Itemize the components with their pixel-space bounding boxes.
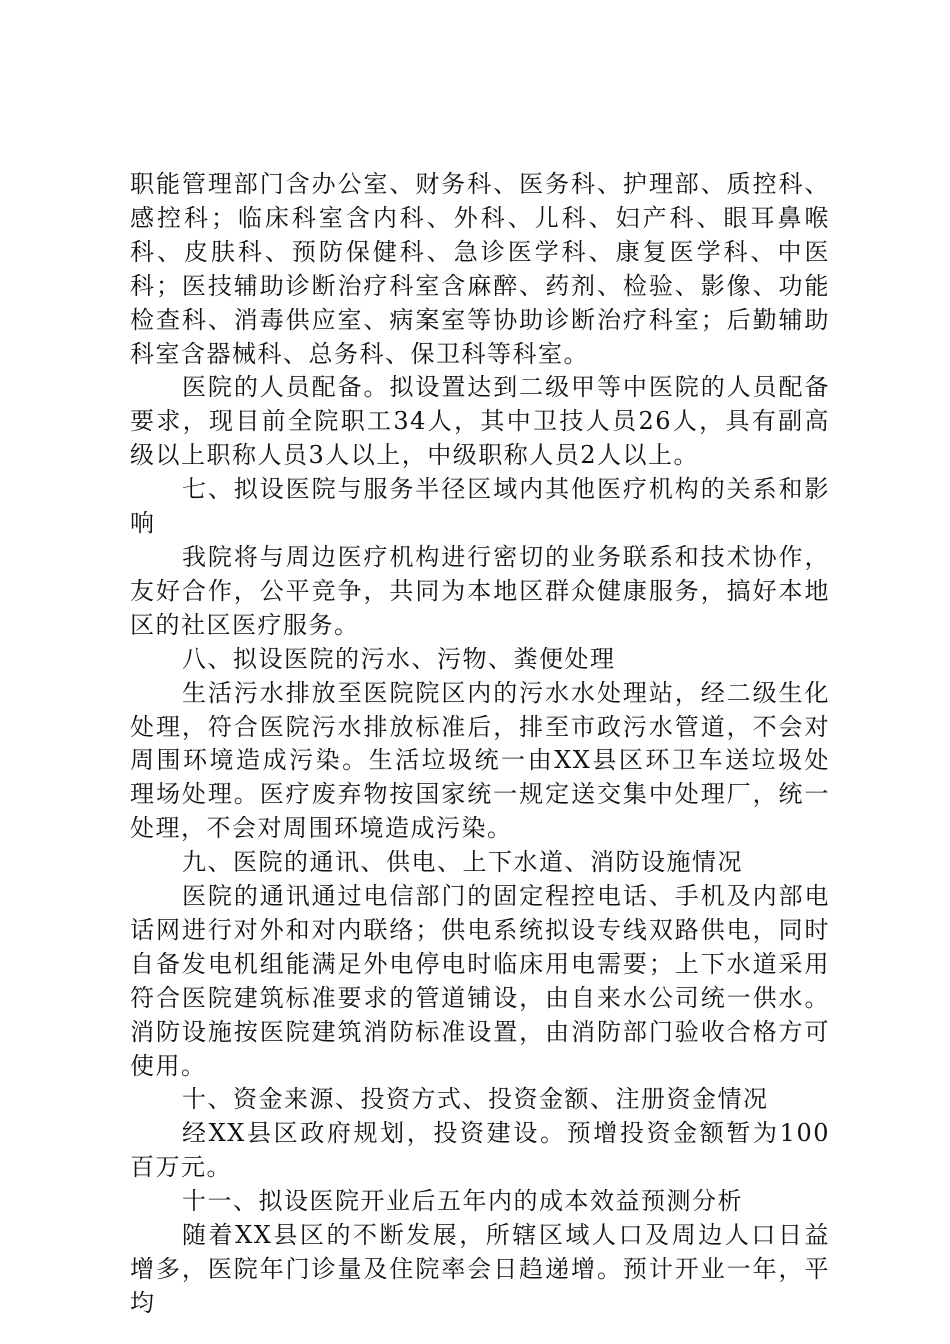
paragraph-forecast: 随着XX县区的不断发展，所辖区域人口及周边人口日益增多，医院年门诊量及住院率会日趋递增。预计开业一年，平均	[130, 1221, 830, 1317]
paragraph-facilities: 医院的通讯通过电信部门的固定程控电话、手机及内部电话网进行对外和对内联络；供电系统拟设专线双路供电，同时自备发电机组能满足外电停电时临床用电需要；上下水道采用符合医院建筑标准要求的管道铺设，由自来水公司统一供水。消防设施按医院建筑消防标准设置，由消防部门验收合格方可使用。	[130, 882, 830, 1080]
paragraph-departments: 职能管理部门含办公室、财务科、医务科、护理部、质控科、感控科；临床科室含内科、外科、儿科、妇产科、眼耳鼻喉科、皮肤科、预防保健科、急诊医学科、康复医学科、中医科；医技辅助诊断治疗科室含麻醉、药剂、检验、影像、功能检查科、消毒供应室、病案室等协助诊断治疗科室；后勤辅助科室含器械科、总务科、保卫科等科室。	[130, 170, 830, 368]
document-body	[130, 168, 830, 1321]
section-heading-7: 七、拟设医院与服务半径区域内其他医疗机构的关系和影响	[130, 475, 830, 538]
paragraph-waste-treatment: 生活污水排放至医院院区内的污水水处理站，经二级生化处理，符合医院污水排放标准后，排至市政污水管道，不会对周围环境造成污染。生活垃圾统一由XX县区环卫车送垃圾处理场处理。医疗废弃物按国家统一规定送交集中处理厂，统一处理，不会对周围环境造成污染。	[130, 678, 830, 843]
section-heading-9: 九、医院的通讯、供电、上下水道、消防设施情况	[182, 848, 743, 877]
paragraph-cooperation: 我院将与周边医疗机构进行密切的业务联系和技术协作，友好合作，公平竞争，共同为本地区群众健康服务，搞好本地区的社区医疗服务。	[130, 542, 830, 639]
paragraph-staffing: 医院的人员配备。拟设置达到二级甲等中医院的人员配备要求，现目前全院职工34人，其中卫技人员26人，具有副高级以上职称人员3人以上，中级职称人员2人以上。	[130, 373, 830, 470]
paragraph-investment: 经XX县区政府规划，投资建设。预增投资金额暂为100百万元。	[130, 1119, 830, 1182]
section-heading-10: 十、资金来源、投资方式、投资金额、注册资金情况	[182, 1085, 769, 1114]
section-heading-11: 十一、拟设医院开业后五年内的成本效益预测分析	[182, 1187, 743, 1216]
section-heading-8: 八、拟设医院的污水、污物、粪便处理	[182, 644, 616, 673]
